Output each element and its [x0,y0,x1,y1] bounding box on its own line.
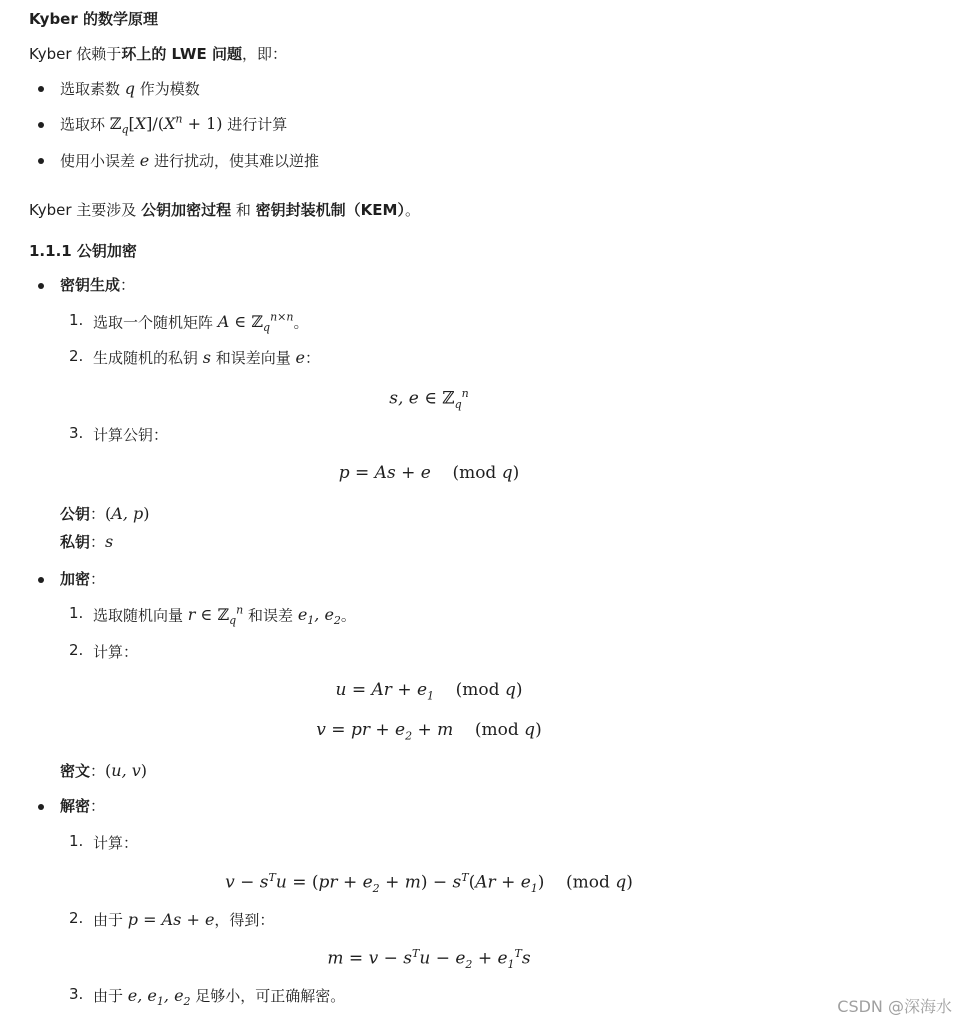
decrypt-step-2 [93,909,274,930]
step-number: 1. [69,311,84,329]
colon: ： [90,505,106,523]
public-key-label: 公钥 [60,505,91,523]
intro-paragraph [29,43,287,64]
step-text: 计算： [93,643,139,661]
section-title: 1.1.1 公钥加密 [29,242,137,260]
list-item [60,78,200,99]
math-ring: $ℤ_q[X]/(X^n + 1)$ [109,113,223,137]
summary-text: 和 [231,201,256,219]
math-p-equals: p = As + e [127,910,215,929]
private-key-line [60,531,113,552]
equation-se: s, e ∈ ℤ$_q^n$ [389,387,469,412]
math-s: s [202,348,211,367]
intro-suffix: ，即： [241,45,287,63]
colon: ： [90,570,106,588]
keygen-title: 密钥生成 [60,276,121,294]
ciphertext-label: 密文 [60,762,91,780]
step-text: 计算公钥： [93,426,169,444]
step-text: 选取一个随机矩阵 [93,313,218,332]
list-item [60,150,319,171]
step-text: 由于 [93,911,128,929]
list-item-text: 作为模数 [135,80,200,98]
math-public-key: (A, p) [105,504,150,523]
encrypt-title: 加密 [60,570,91,588]
equation-public-key: p = As + e (mod q) [338,463,520,483]
decrypt-step-1 [93,832,138,853]
colon: ： [90,797,106,815]
bullet-dot [38,86,44,92]
keygen-step-1 [93,311,308,335]
encrypt-step-1 [93,604,356,628]
math-q: q [124,79,136,98]
summary-text: Kyber 主要涉及 [29,201,142,219]
list-item-text: 选取素数 [60,80,125,98]
colon: ： [120,276,136,294]
bullet-dot [38,577,44,583]
summary-paragraph [29,199,420,220]
bullet-dot [38,122,44,128]
summary-bold: 公钥加密过程 [141,201,232,219]
decrypt-heading [60,795,105,816]
colon: ： [90,533,106,551]
math-e1e2: $e_1$, $e_2$ [297,605,341,628]
ciphertext-line [60,760,147,781]
step-text: 和误差 [243,606,298,625]
step-text: 计算： [93,834,139,852]
bullet-dot [38,283,44,289]
step-number: 3. [69,424,84,442]
math-r: r ∈ ℤ$_q^n$ [187,604,244,628]
equation-v: v = pr + $e_2 + m$ (mod q) [316,720,542,743]
step-number: 1. [69,832,84,850]
step-text: 足够小，可正确解密。 [190,987,346,1005]
equation-m: $m = v - s^Tu - e_2 + e_1^Ts$ [327,947,531,972]
step-number: 2. [69,347,84,365]
keygen-heading [60,274,135,295]
list-item-text: 使用小误差 [60,152,140,170]
step-number: 2. [69,909,84,927]
colon: ： [90,762,106,780]
bullet-dot [38,158,44,164]
summary-text: 。 [404,201,420,219]
decrypt-step-3 [93,985,345,1008]
encrypt-step-2 [93,641,138,662]
equation-u: $u = Ar + e_1$ (mod q) [335,680,523,703]
keygen-step-3 [93,424,168,445]
math-errors: e, $e_1$, $e_2$ [127,986,191,1009]
intro-prefix: Kyber 依赖于 [29,45,122,63]
encrypt-heading [60,568,105,589]
step-text: 选取随机向量 [93,606,188,625]
step-text: 。 [340,606,356,625]
watermark: CSDN @深海水 [837,997,952,1016]
public-key-line [60,503,150,524]
list-item [60,113,287,137]
step-number: 1. [69,604,84,622]
summary-bold: 密钥封装机制（KEM） [255,201,405,219]
step-number: 2. [69,641,84,659]
list-item-text: 进行计算 [222,115,288,134]
bullet-dot [38,804,44,810]
math-s: s [105,532,114,551]
math-matrix: A ∈ ℤ$_q^{n\times n}$ [217,311,294,335]
math-ciphertext: (u, v) [105,761,148,780]
step-text: ： [305,349,321,367]
keygen-step-2 [93,347,320,368]
step-text: 由于 [93,987,128,1005]
step-text: 生成随机的私钥 [93,349,203,367]
private-key-label: 私钥 [60,533,91,551]
page-title: Kyber 的数学原理 [29,10,158,28]
decrypt-title: 解密 [60,797,91,815]
step-number: 3. [69,985,84,1003]
step-text: ，得到： [214,911,275,929]
math-e: e [139,151,150,170]
math-e: e [295,348,306,367]
intro-bold: 环上的 LWE 问题 [121,45,242,63]
step-text: 和误差向量 [211,349,296,367]
list-item-text: 进行扰动，使其难以逆推 [149,152,320,170]
step-text: 。 [293,313,309,332]
list-item-text: 选取环 [60,115,110,134]
equation-decrypt: $v - s^Tu = (pr + e_2 + m) - s^T(Ar + e_1)$ (mod q) [225,871,633,896]
